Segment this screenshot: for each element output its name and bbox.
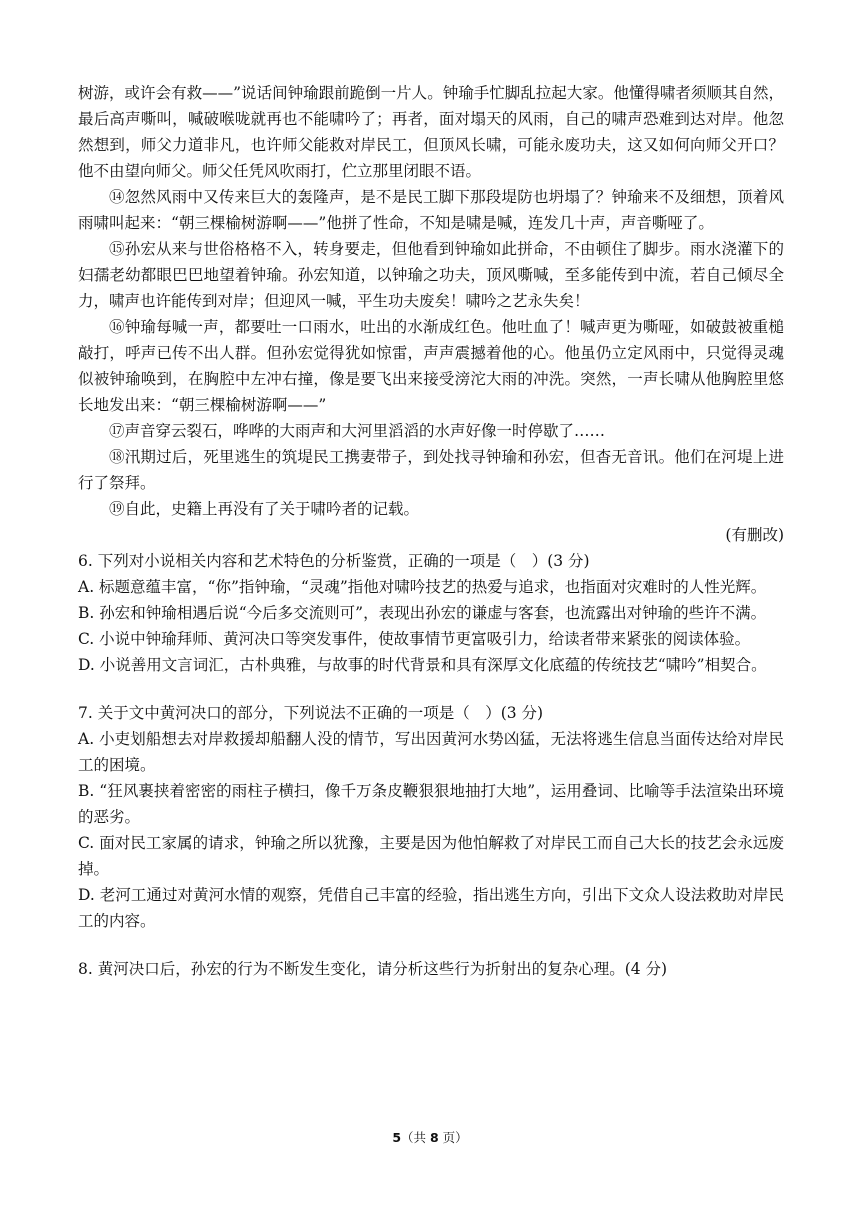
passage-paragraph: ⑲自此，史籍上再没有了关于啸吟者的记载。 bbox=[109, 500, 420, 518]
total-pages-suffix: 页） bbox=[438, 1130, 468, 1145]
page-number: 5 bbox=[392, 1130, 402, 1145]
question-stem: 7. 关于文中黄河决口的部分，下列说法不正确的一项是（ ）(3 分) bbox=[78, 704, 544, 722]
question-stem: 8. 黄河决口后，孙宏的行为不断发生变化，请分析这些行为折射出的复杂心理。(4 分) bbox=[78, 960, 668, 978]
option-d: D. 小说善用文言词汇，古朴典雅，与故事的时代背景和具有深厚文化底蕴的传统技艺“啸吟”相契合。 bbox=[78, 656, 767, 674]
option-b: B. 孙宏和钟瑜相遇后说“今后多交流则可”，表现出孙宏的谦虚与客套，也流露出对钟瑜的些许不满。 bbox=[78, 604, 767, 622]
total-pages-prefix: （共 bbox=[401, 1130, 430, 1145]
question-6 bbox=[78, 548, 784, 678]
question-8 bbox=[78, 956, 784, 982]
total-pages: 8 bbox=[430, 1130, 439, 1145]
page-content bbox=[78, 80, 784, 982]
passage-paragraph: ⑭忽然风雨中又传来巨大的轰隆声，是不是民工脚下那段堤防也坍塌了？钟瑜来不及细想，顶着风雨啸叫起来：“朝三棵榆树游啊——”他拼了性命，不知是啸是喊，连发几十声，声音嘶哑了。 bbox=[78, 188, 784, 232]
option-d: D. 老河工通过对黄河水情的观察，凭借自己丰富的经验，指出逃生方向，引出下文众人设法救助对岸民工的内容。 bbox=[78, 886, 784, 930]
option-a: A. 标题意蕴丰富，“你”指钟瑜，“灵魂”指他对啸吟技艺的热爱与追求，也指面对灾难时的人性光辉。 bbox=[78, 578, 767, 596]
passage-paragraph: 树游，或许会有救——”说话间钟瑜跟前跪倒一片人。钟瑜手忙脚乱拉起大家。他懂得啸者须顺其自然，最后高声嘶叫，喊破喉咙就再也不能啸吟了；再者，面对塌天的风雨，自己的啸声恐难到达对岸。他忽然想到，师父力道非凡，也许师父能救对岸民工，但顶风长啸，可能永废功夫，这又如何向师父开口？他不由望向师父。师父任凭风吹雨打，伫立那里闭眼不语。 bbox=[78, 84, 784, 180]
option-c: C. 面对民工家属的请求，钟瑜之所以犹豫，主要是因为他怕解救了对岸民工而自己大长的技艺会永远废掉。 bbox=[78, 834, 784, 878]
passage-paragraph: ⑮孙宏从来与世俗格格不入，转身要走，但他看到钟瑜如此拼命，不由顿住了脚步。雨水浇灌下的妇孺老幼都眼巴巴地望着钟瑜。孙宏知道，以钟瑜之功夫，顶风嘶喊，至多能传到中流，若自己倾尽全力，啸声也许能传到对岸；但迎风一喊，平生功夫废矣！啸吟之艺永失矣！ bbox=[78, 240, 784, 310]
passage-paragraph: ⑯钟瑜每喊一声，都要吐一口雨水，吐出的水渐成红色。他吐血了！喊声更为嘶哑，如破鼓被重槌敲打，呼声已传不出人群。但孙宏觉得犹如惊雷，声声震撼着他的心。他虽仍立定风雨中，只觉得灵魂似被钟瑜唤到，在胸腔中左冲右撞，像是要飞出来接受滂沱大雨的冲洗。突然，一声长啸从他胸腔里悠长地发出来：“朝三棵榆树游啊——” bbox=[78, 318, 784, 414]
page-footer bbox=[0, 1128, 860, 1146]
option-b: B. “狂风裹挟着密密的雨柱子横扫，像千万条皮鞭狠狠地抽打大地”，运用叠词、比喻等手法渲染出环境的恶劣。 bbox=[78, 782, 784, 826]
option-a: A. 小吏划船想去对岸救援却船翻人没的情节，写出因黄河水势凶猛，无法将逃生信息当面传达给对岸民工的困境。 bbox=[78, 730, 784, 774]
source-note: (有删改) bbox=[725, 526, 784, 544]
question-stem: 6. 下列对小说相关内容和艺术特色的分析鉴赏，正确的一项是（ ）(3 分) bbox=[78, 552, 590, 570]
passage-paragraph: ⑱汛期过后，死里逃生的筑堤民工携妻带子，到处找寻钟瑜和孙宏，但杳无音讯。他们在河堤上进行了祭拜。 bbox=[78, 448, 784, 492]
question-7 bbox=[78, 700, 784, 934]
option-c: C. 小说中钟瑜拜师、黄河决口等突发事件，使故事情节更富吸引力，给读者带来紧张的阅读体验。 bbox=[78, 630, 751, 648]
passage-paragraph: ⑰声音穿云裂石，哗哗的大雨声和大河里滔滔的水声好像一时停歇了…… bbox=[109, 422, 606, 440]
